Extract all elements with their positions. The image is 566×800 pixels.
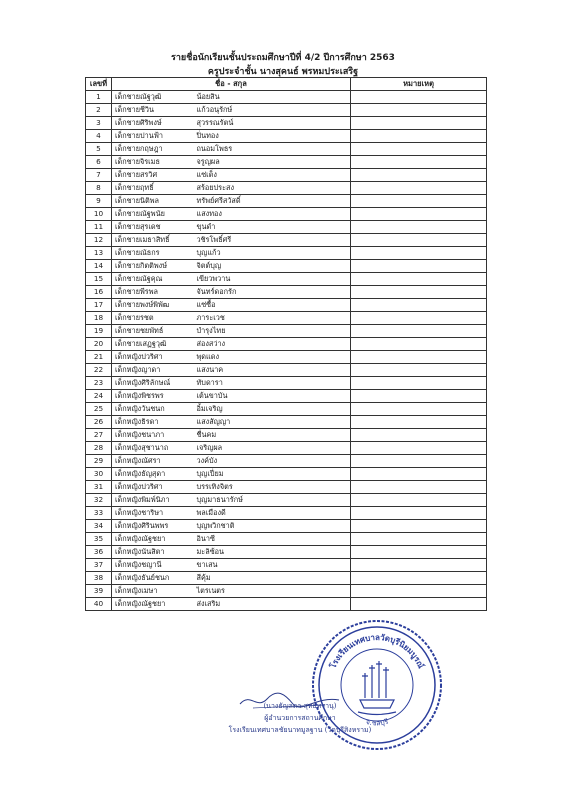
student-last-name: แสงนาค	[194, 364, 351, 377]
row-number: 19	[86, 325, 112, 338]
row-number: 12	[86, 234, 112, 247]
student-last-name: วงค์บัง	[194, 455, 351, 468]
remarks-cell	[351, 416, 487, 429]
student-first-name: เด็กชายชยพัทธ์	[112, 325, 194, 338]
remarks-cell	[351, 104, 487, 117]
student-last-name: มะลิซ้อน	[194, 546, 351, 559]
row-number: 1	[86, 91, 112, 104]
table-row	[86, 208, 487, 221]
remarks-cell	[351, 442, 487, 455]
student-last-name: จิตต์บุญ	[194, 260, 351, 273]
student-last-name: แก้วอนุรักษ์	[194, 104, 351, 117]
student-first-name: เด็กชายพีรพล	[112, 286, 194, 299]
table-row	[86, 520, 487, 533]
student-first-name: เด็กหญิงเมษา	[112, 585, 194, 598]
row-number: 20	[86, 338, 112, 351]
remarks-cell	[351, 364, 487, 377]
student-first-name: เด็กชายกิตติพงษ์	[112, 260, 194, 273]
row-number: 35	[86, 533, 112, 546]
row-number: 40	[86, 598, 112, 611]
student-first-name: เด็กหญิงชาริษา	[112, 507, 194, 520]
row-number: 14	[86, 260, 112, 273]
remarks-cell	[351, 299, 487, 312]
student-last-name: พลเมืองดี	[194, 507, 351, 520]
row-number: 32	[86, 494, 112, 507]
row-number: 2	[86, 104, 112, 117]
row-number: 3	[86, 117, 112, 130]
document-title: รายชื่อนักเรียนชั้นประถมศึกษาปีที่ 4/2 ปีการศึกษา 2563	[171, 53, 395, 63]
student-last-name: บุญเปี่ยม	[194, 468, 351, 481]
table-row	[86, 377, 487, 390]
row-number: 16	[86, 286, 112, 299]
student-last-name: ส่องสว่าง	[194, 338, 351, 351]
student-last-name: ถนอมโพธร	[194, 143, 351, 156]
table-row	[86, 559, 487, 572]
student-first-name: เด็กหญิงศิรินพพร	[112, 520, 194, 533]
table-row	[86, 325, 487, 338]
row-number: 5	[86, 143, 112, 156]
remarks-cell	[351, 585, 487, 598]
student-first-name: เด็กหญิงณัฐชยา	[112, 598, 194, 611]
table-row	[86, 286, 487, 299]
student-first-name: เด็กชายณัธกร	[112, 247, 194, 260]
student-last-name: สุวรรณรัตน์	[194, 117, 351, 130]
remarks-cell	[351, 533, 487, 546]
row-number: 6	[86, 156, 112, 169]
student-first-name: เด็กหญิงสุชานาถ	[112, 442, 194, 455]
remarks-cell	[351, 390, 487, 403]
student-first-name: เด็กหญิงปวริศา	[112, 481, 194, 494]
school-seal	[310, 618, 444, 752]
row-number: 7	[86, 169, 112, 182]
student-last-name: ทับดารา	[194, 377, 351, 390]
student-first-name: เด็กชายณัฐพนัย	[112, 208, 194, 221]
remarks-cell	[351, 481, 487, 494]
student-first-name: เด็กหญิงชนาภา	[112, 429, 194, 442]
table-row	[86, 182, 487, 195]
signatory-school: โรงเรียนเทศบาลชัยนาทมูลฐาน (วัดบุรีสิงหราม)	[228, 726, 372, 734]
header-name: ชื่อ - สกุล	[112, 78, 351, 91]
row-number: 26	[86, 416, 112, 429]
student-first-name: เด็กหญิงพิชรพร	[112, 390, 194, 403]
student-last-name: สีคุ้ม	[194, 572, 351, 585]
seal-emblem	[358, 661, 396, 715]
remarks-cell	[351, 338, 487, 351]
student-last-name: พุดแดง	[194, 351, 351, 364]
remarks-cell	[351, 520, 487, 533]
student-last-name: บุญแก้ว	[194, 247, 351, 260]
student-last-name: อินาซี	[194, 533, 351, 546]
student-last-name: น้อยสิน	[194, 91, 351, 104]
row-number: 13	[86, 247, 112, 260]
student-first-name: เด็กชายสรวิศ	[112, 169, 194, 182]
student-last-name: แสงทอง	[194, 208, 351, 221]
row-number: 39	[86, 585, 112, 598]
seal-text-top: โรงเรียนเทศบาลวัดบุรีนิยมบูรณ์	[328, 632, 426, 670]
remarks-cell	[351, 377, 487, 390]
student-last-name: จรูญผล	[194, 156, 351, 169]
row-number: 18	[86, 312, 112, 325]
class-teacher: ครูประจำชั้น นางสุคนธ์ พรหมประเสริฐ	[207, 67, 359, 77]
student-last-name: เขียวพวาน	[194, 273, 351, 286]
remarks-cell	[351, 559, 487, 572]
row-number: 30	[86, 468, 112, 481]
remarks-cell	[351, 182, 487, 195]
row-number: 23	[86, 377, 112, 390]
student-first-name: เด็กหญิงศิริลักษณ์	[112, 377, 194, 390]
student-first-name: เด็กหญิงธัญสุดา	[112, 468, 194, 481]
remarks-cell	[351, 325, 487, 338]
student-first-name: เด็กชายจิรเมธ	[112, 156, 194, 169]
student-last-name: บุญพวิกชาติ	[194, 520, 351, 533]
table-row	[86, 338, 487, 351]
student-last-name: อิ้มเจริญ	[194, 403, 351, 416]
table-row	[86, 351, 487, 364]
table-row	[86, 507, 487, 520]
student-first-name: เด็กหญิงชญานี	[112, 559, 194, 572]
remarks-cell	[351, 351, 487, 364]
row-number: 4	[86, 130, 112, 143]
remarks-cell	[351, 234, 487, 247]
table-row	[86, 572, 487, 585]
remarks-cell	[351, 312, 487, 325]
student-last-name: ไตรเนตร	[194, 585, 351, 598]
row-number: 37	[86, 559, 112, 572]
table-row	[86, 455, 487, 468]
table-row	[86, 260, 487, 273]
student-first-name: เด็กชายณัฐคุณ	[112, 273, 194, 286]
student-first-name: เด็กชายชีวิน	[112, 104, 194, 117]
table-row	[86, 91, 487, 104]
student-first-name: เด็กหญิงญาดา	[112, 364, 194, 377]
table-row	[86, 273, 487, 286]
student-last-name: สร้อยประสง	[194, 182, 351, 195]
student-last-name: ทรัพย์ศรีสวัสดิ์	[194, 195, 351, 208]
row-number: 17	[86, 299, 112, 312]
student-last-name: บำรุงไทย	[194, 325, 351, 338]
table-row	[86, 117, 487, 130]
student-first-name: เด็กชายปานฟ้า	[112, 130, 194, 143]
student-first-name: เด็กชายเมธาสิทธิ์	[112, 234, 194, 247]
student-first-name: เด็กหญิงธิรดา	[112, 416, 194, 429]
table-row	[86, 221, 487, 234]
remarks-cell	[351, 429, 487, 442]
row-number: 28	[86, 442, 112, 455]
table-row	[86, 546, 487, 559]
row-number: 33	[86, 507, 112, 520]
table-row	[86, 429, 487, 442]
table-row	[86, 234, 487, 247]
student-last-name: ภาระเวช	[194, 312, 351, 325]
student-roster-table	[85, 77, 487, 611]
row-number: 34	[86, 520, 112, 533]
table-header-row	[86, 78, 487, 91]
remarks-cell	[351, 143, 487, 156]
row-number: 21	[86, 351, 112, 364]
row-number: 11	[86, 221, 112, 234]
student-first-name: เด็กชายณัฐวุฒิ	[112, 91, 194, 104]
row-number: 9	[86, 195, 112, 208]
table-row	[86, 299, 487, 312]
student-last-name: บุญมาธนารักษ์	[194, 494, 351, 507]
table-row	[86, 442, 487, 455]
table-row	[86, 156, 487, 169]
remarks-cell	[351, 546, 487, 559]
table-row	[86, 403, 487, 416]
student-first-name: เด็กหญิงนันสิตา	[112, 546, 194, 559]
row-number: 36	[86, 546, 112, 559]
student-first-name: เด็กหญิงพิมพ์นิภา	[112, 494, 194, 507]
remarks-cell	[351, 286, 487, 299]
header-remarks: หมายเหตุ	[351, 78, 487, 91]
student-first-name: เด็กชายรชต	[112, 312, 194, 325]
table-row	[86, 169, 487, 182]
remarks-cell	[351, 260, 487, 273]
remarks-cell	[351, 468, 487, 481]
seal-text-bottom: จ.ชลบุรี	[364, 717, 390, 728]
student-last-name: เจริญผล	[194, 442, 351, 455]
student-first-name: เด็กชายศิริพงษ์	[112, 117, 194, 130]
student-first-name: เด็กหญิงณัฐชยา	[112, 533, 194, 546]
table-row	[86, 468, 487, 481]
student-last-name: ส่งเสริม	[194, 598, 351, 611]
student-first-name: เด็กชายกฤษฎา	[112, 143, 194, 156]
student-last-name: จันทร์ดอกรัก	[194, 286, 351, 299]
signatory-position: ผู้อำนวยการสถานศึกษา	[264, 714, 336, 722]
remarks-cell	[351, 403, 487, 416]
row-number: 31	[86, 481, 112, 494]
table-row	[86, 481, 487, 494]
student-first-name: เด็กชายสุรเดช	[112, 221, 194, 234]
row-number: 27	[86, 429, 112, 442]
student-last-name: ขุนดำ	[194, 221, 351, 234]
remarks-cell	[351, 273, 487, 286]
student-first-name: เด็กชายพงษ์พิพัฒ	[112, 299, 194, 312]
remarks-cell	[351, 598, 487, 611]
table-row	[86, 598, 487, 611]
remarks-cell	[351, 91, 487, 104]
row-number: 15	[86, 273, 112, 286]
signatory-name: (นางธัญลดา สุทธิทรานุ)	[263, 702, 337, 710]
table-row	[86, 585, 487, 598]
remarks-cell	[351, 221, 487, 234]
table-row	[86, 104, 487, 117]
student-last-name: เต้นขาบัน	[194, 390, 351, 403]
student-last-name: บรรเทิงจิตร	[194, 481, 351, 494]
student-last-name: ขาเสน	[194, 559, 351, 572]
remarks-cell	[351, 507, 487, 520]
remarks-cell	[351, 247, 487, 260]
row-number: 24	[86, 390, 112, 403]
table-row	[86, 533, 487, 546]
table-row	[86, 130, 487, 143]
student-last-name: ชื่นคม	[194, 429, 351, 442]
table-row	[86, 416, 487, 429]
student-first-name: เด็กชายเสฏฐวุฒิ	[112, 338, 194, 351]
remarks-cell	[351, 195, 487, 208]
remarks-cell	[351, 208, 487, 221]
student-last-name: แซ่ซื้อ	[194, 299, 351, 312]
remarks-cell	[351, 455, 487, 468]
row-number: 10	[86, 208, 112, 221]
row-number: 8	[86, 182, 112, 195]
student-first-name: เด็กชายนิติพล	[112, 195, 194, 208]
table-row	[86, 247, 487, 260]
remarks-cell	[351, 156, 487, 169]
table-row	[86, 494, 487, 507]
student-first-name: เด็กหญิงณัศรา	[112, 455, 194, 468]
row-number: 29	[86, 455, 112, 468]
remarks-cell	[351, 169, 487, 182]
remarks-cell	[351, 117, 487, 130]
remarks-cell	[351, 572, 487, 585]
svg-text:จ.ชลบุรี	[365, 718, 389, 728]
student-first-name: เด็กหญิงปวริศา	[112, 351, 194, 364]
student-first-name: เด็กหญิงวันชนก	[112, 403, 194, 416]
student-last-name: แสงสัญญา	[194, 416, 351, 429]
row-number: 38	[86, 572, 112, 585]
row-number: 22	[86, 364, 112, 377]
student-last-name: แซ่เต็ง	[194, 169, 351, 182]
table-row	[86, 364, 487, 377]
remarks-cell	[351, 130, 487, 143]
student-last-name: ปิ่นทอง	[194, 130, 351, 143]
table-row	[86, 143, 487, 156]
table-row	[86, 312, 487, 325]
header-number: เลขที่	[86, 78, 112, 91]
table-row	[86, 390, 487, 403]
row-number: 25	[86, 403, 112, 416]
remarks-cell	[351, 494, 487, 507]
table-row	[86, 195, 487, 208]
student-first-name: เด็กชายฤทธิ์	[112, 182, 194, 195]
student-first-name: เด็กหญิงธันย์ชนก	[112, 572, 194, 585]
student-last-name: วชิรโพธิ์ศรี	[194, 234, 351, 247]
